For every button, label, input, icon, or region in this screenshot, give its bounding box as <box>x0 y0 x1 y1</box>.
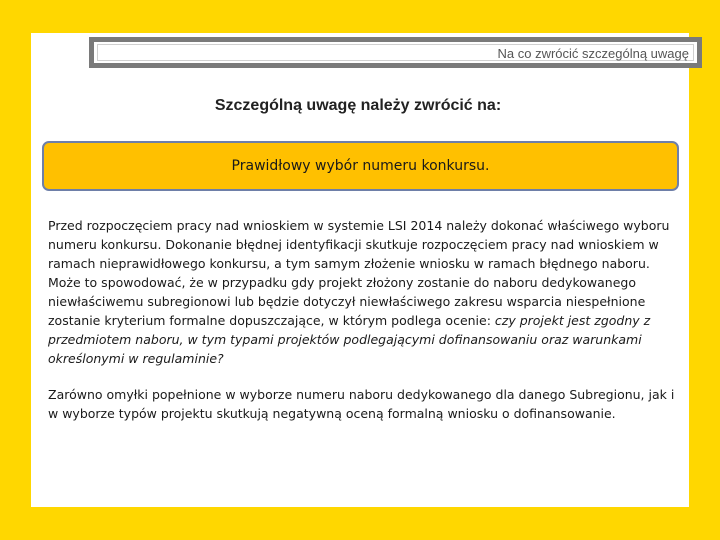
header-title: Na co zwrócić szczególną uwagę <box>497 46 689 61</box>
highlight-callout <box>42 141 679 191</box>
slide-heading-text: Szczególną uwagę należy zwrócić na: <box>214 97 502 114</box>
paragraph-1-normal: Przed rozpoczęciem pracy nad wnioskiem w systemie LSI 2014 należy dokonać właściwego wyboru numeru konkursu. Dokonanie błędnej identyfikacji skutkuje rozpoczęciem pracy nad wnioskiem w ramach nieprawidłowego konkursu, a tym samym złożenie wniosku w ramach błędnego naboru. Może to spowodować, że w przypadku gdy projekt złożony zostanie do naboru dedykowanego niewłaściwemu subregionowi lub będzie dotyczył niewłaściwego zakresu wsparcia niespełnione zostanie kryterium formalne dopuszczające, w którym podlega ocenie: <box>48 218 670 328</box>
body-text <box>48 216 680 423</box>
paragraph-1 <box>48 216 680 368</box>
paragraph-1-italic: czy projekt jest zgodny z przedmiotem naboru, w tym typami projektów podlegającymi dofinansowaniu oraz warunkami określonymi w regulaminie? <box>48 313 651 366</box>
callout-text: Prawidłowy wybór numeru konkursu. <box>231 158 490 174</box>
header-bar <box>89 37 702 68</box>
paragraph-2: Zarówno omyłki popełnione w wyborze numeru naboru dedykowanego dla danego Subregionu, jak i w wyborze typów projektu skutkują negatywną oceną formalną wniosku o dofinansowanie. <box>48 387 675 421</box>
slide-heading <box>0 97 720 115</box>
